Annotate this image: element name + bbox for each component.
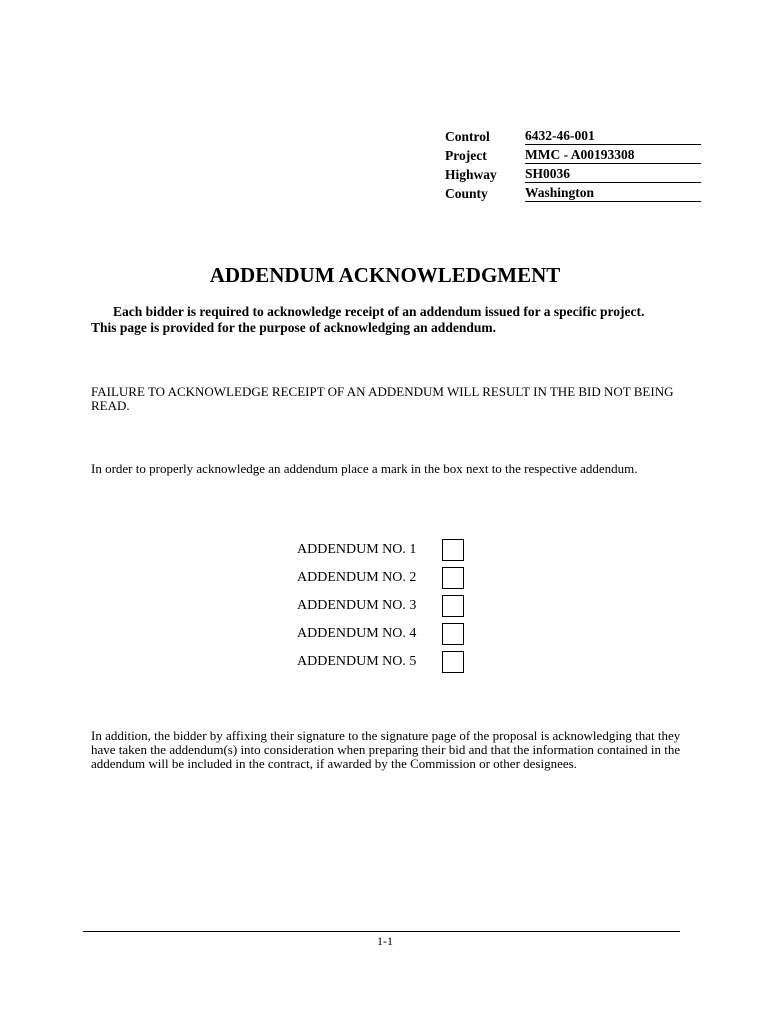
addendum-label-5: ADDENDUM NO. 5 (297, 654, 417, 669)
addendum-checkbox-5[interactable] (442, 651, 464, 673)
highway-value: SH0036 (525, 165, 701, 183)
page-number: 1-1 (377, 934, 393, 948)
addendum-label-4: ADDENDUM NO. 4 (297, 626, 417, 641)
page-title: ADDENDUM ACKNOWLEDGMENT (209, 263, 561, 287)
highway-label: Highway (445, 167, 497, 182)
instruction-paragraph: In order to properly acknowledge an addendum place a mark in the box next to the respective addendum. (91, 461, 638, 476)
addendum-row-2 (297, 564, 464, 592)
closing-paragraph: In addition, the bidder by affixing their signature to the signature page of the proposal is acknowledging that they have taken the addendum(s) into consideration when preparing their bid and that the information contained in the addendum will be included in the contract, if awarded by the Commission or other designees. (91, 728, 681, 771)
addendum-checkbox-2[interactable] (442, 567, 464, 589)
project-row (445, 145, 701, 164)
addendum-label-3: ADDENDUM NO. 3 (297, 598, 417, 613)
addendum-checkbox-1[interactable] (442, 539, 464, 561)
footer-divider (83, 931, 680, 932)
control-label: Control (445, 129, 490, 144)
highway-row (445, 164, 701, 183)
addendum-checkbox-4[interactable] (442, 623, 464, 645)
addendum-label-1: ADDENDUM NO. 1 (297, 542, 417, 557)
addendum-row-5 (297, 648, 464, 676)
addendum-row-1 (297, 536, 464, 564)
addendum-label-2: ADDENDUM NO. 2 (297, 570, 417, 585)
control-value: 6432-46-001 (525, 127, 701, 145)
intro-paragraph: Each bidder is required to acknowledge receipt of an addendum issued for a specific project. This page is provided for the purpose of acknowledging an addendum. (91, 304, 645, 335)
addendum-checkbox-3[interactable] (442, 595, 464, 617)
county-label: County (445, 186, 488, 201)
addendum-row-4 (297, 620, 464, 648)
addendum-list (297, 536, 464, 676)
project-value: MMC - A00193308 (525, 146, 701, 164)
control-row (445, 126, 701, 145)
project-label: Project (445, 148, 487, 163)
county-value: Washington (525, 184, 701, 202)
warning-paragraph: FAILURE TO ACKNOWLEDGE RECEIPT OF AN ADDENDUM WILL RESULT IN THE BID NOT BEING READ. (91, 384, 674, 413)
county-row (445, 183, 701, 202)
project-info-block (445, 126, 701, 202)
addendum-row-3 (297, 592, 464, 620)
